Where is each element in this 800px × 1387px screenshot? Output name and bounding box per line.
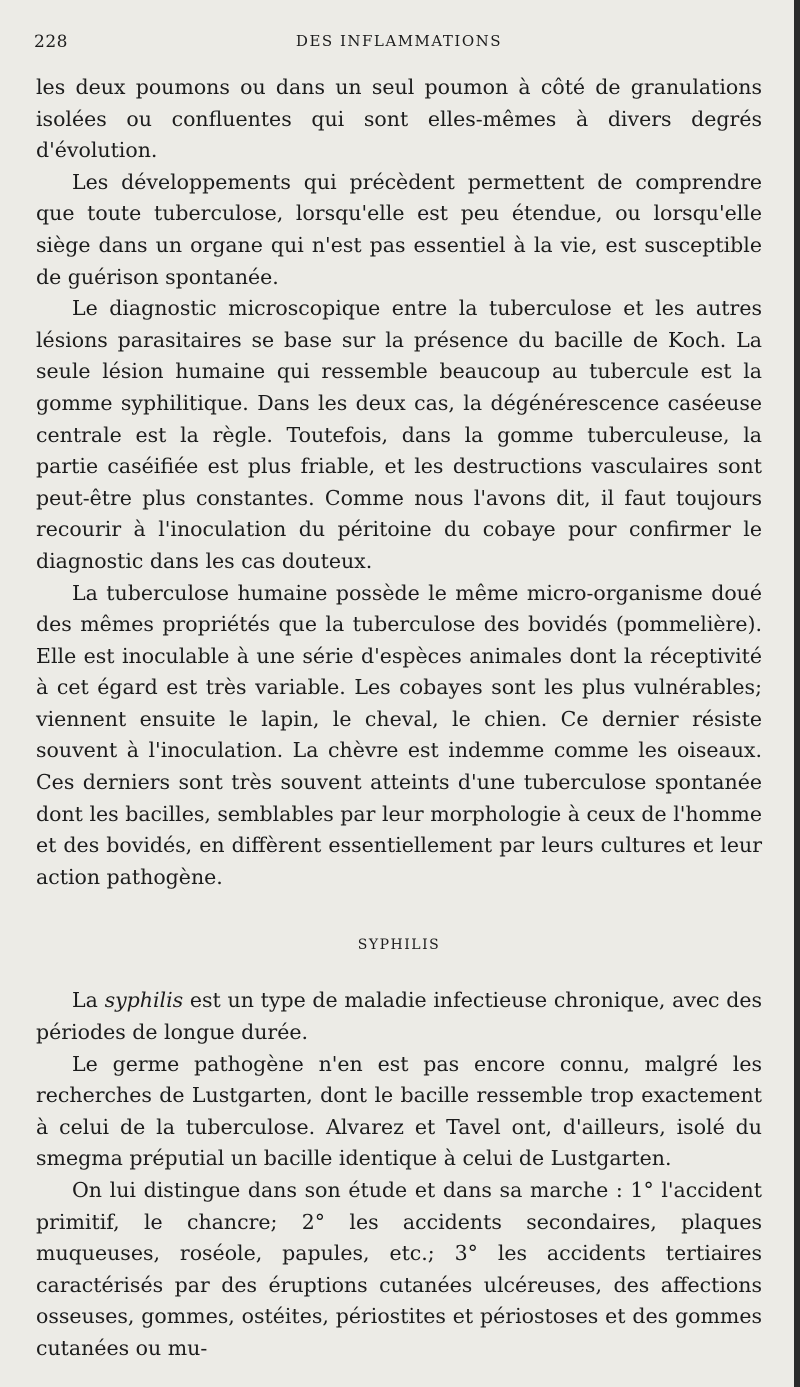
section-heading-syphilis: SYPHILIS xyxy=(357,937,441,954)
intro-start: La xyxy=(72,988,105,1013)
page-header xyxy=(34,30,764,60)
section-intro-paragraph xyxy=(36,985,762,1048)
page-gutter-shadow xyxy=(794,0,800,1387)
intro-term: syphilis xyxy=(104,988,184,1013)
page-number: 228 xyxy=(34,32,68,52)
paragraph: Le diagnostic microscopique entre la tuberculose et les autres lésions parasitaires se base sur la présence du bacille de Koch. La seule lésion humaine qui ressemble beaucoup au tubercule est la gomme syphilitique. Dans les deux cas, la dégénérescence caséeuse centrale est la règle. Toutefois, dans la gomme tuberculeuse, la partie caséifiée est plus friable, et les destructions vasculaires sont peut-être plus constantes. Comme nous l'avons dit, il faut toujours recourir à l'inoculation du péritoine du cobaye pour confirmer le diagnostic dans les cas douteux. xyxy=(36,296,762,573)
paragraph: On lui distingue dans son étude et dans sa marche : 1° l'accident primitif, le chancre; 2° les accidents secondaires, plaques muqueuses, roséole, papules, etc.; 3° les accidents tertiaires caractérisés par des éruptions cutanées ulcéreuses, des affections osseuses, gommes, ostéites, périostites et périostoses et des gommes cutanées ou mu- xyxy=(36,1178,762,1360)
paragraph: Le germe pathogène n'en est pas encore connu, malgré les recherches de Lustgarten, dont le bacille ressemble trop exactement à celui de la tuberculose. Alvarez et Tavel ont, d'ailleurs, isolé du smegma préputial un bacille identique à celui de Lustgarten. xyxy=(36,1051,762,1171)
paragraph: Les développements qui précèdent permettent de comprendre que toute tuberculose, lorsqu'elle est peu étendue, ou lorsqu'elle siège dans un organe qui n'est pas essentiel à la vie, est susceptible de guérison spontanée. xyxy=(36,169,762,289)
running-title: DES INFLAMMATIONS xyxy=(295,32,503,50)
paragraph-continuation: les deux poumons ou dans un seul poumon à côté de granulations isolées ou confluentes qui sont elles-mêmes à divers degrés d'évolution. xyxy=(36,75,762,163)
paragraph: La tuberculose humaine possède le même micro-organisme doué des mêmes propriétés que la tuberculose des bovidés (pommelière). Elle est inoculable à une série d'espèces animales dont la réceptivité à cet égard est très variable. Les cobayes sont les plus vulnérables; viennent ensuite le lapin, le cheval, le chien. Ce dernier résiste souvent à l'inoculation. La chèvre est indemme comme les oiseaux. Ces derniers sont très souvent atteints d'une tuberculose spontanée dont les bacilles, semblables par leur morphologie à ceux de l'homme et des bovidés, en diffèrent essentiellement par leurs cultures et leur action pathogène. xyxy=(36,580,762,889)
body-text xyxy=(36,72,762,1365)
intro-rest: est un type de maladie infectieuse chronique, avec des périodes de longue durée. xyxy=(36,988,763,1045)
